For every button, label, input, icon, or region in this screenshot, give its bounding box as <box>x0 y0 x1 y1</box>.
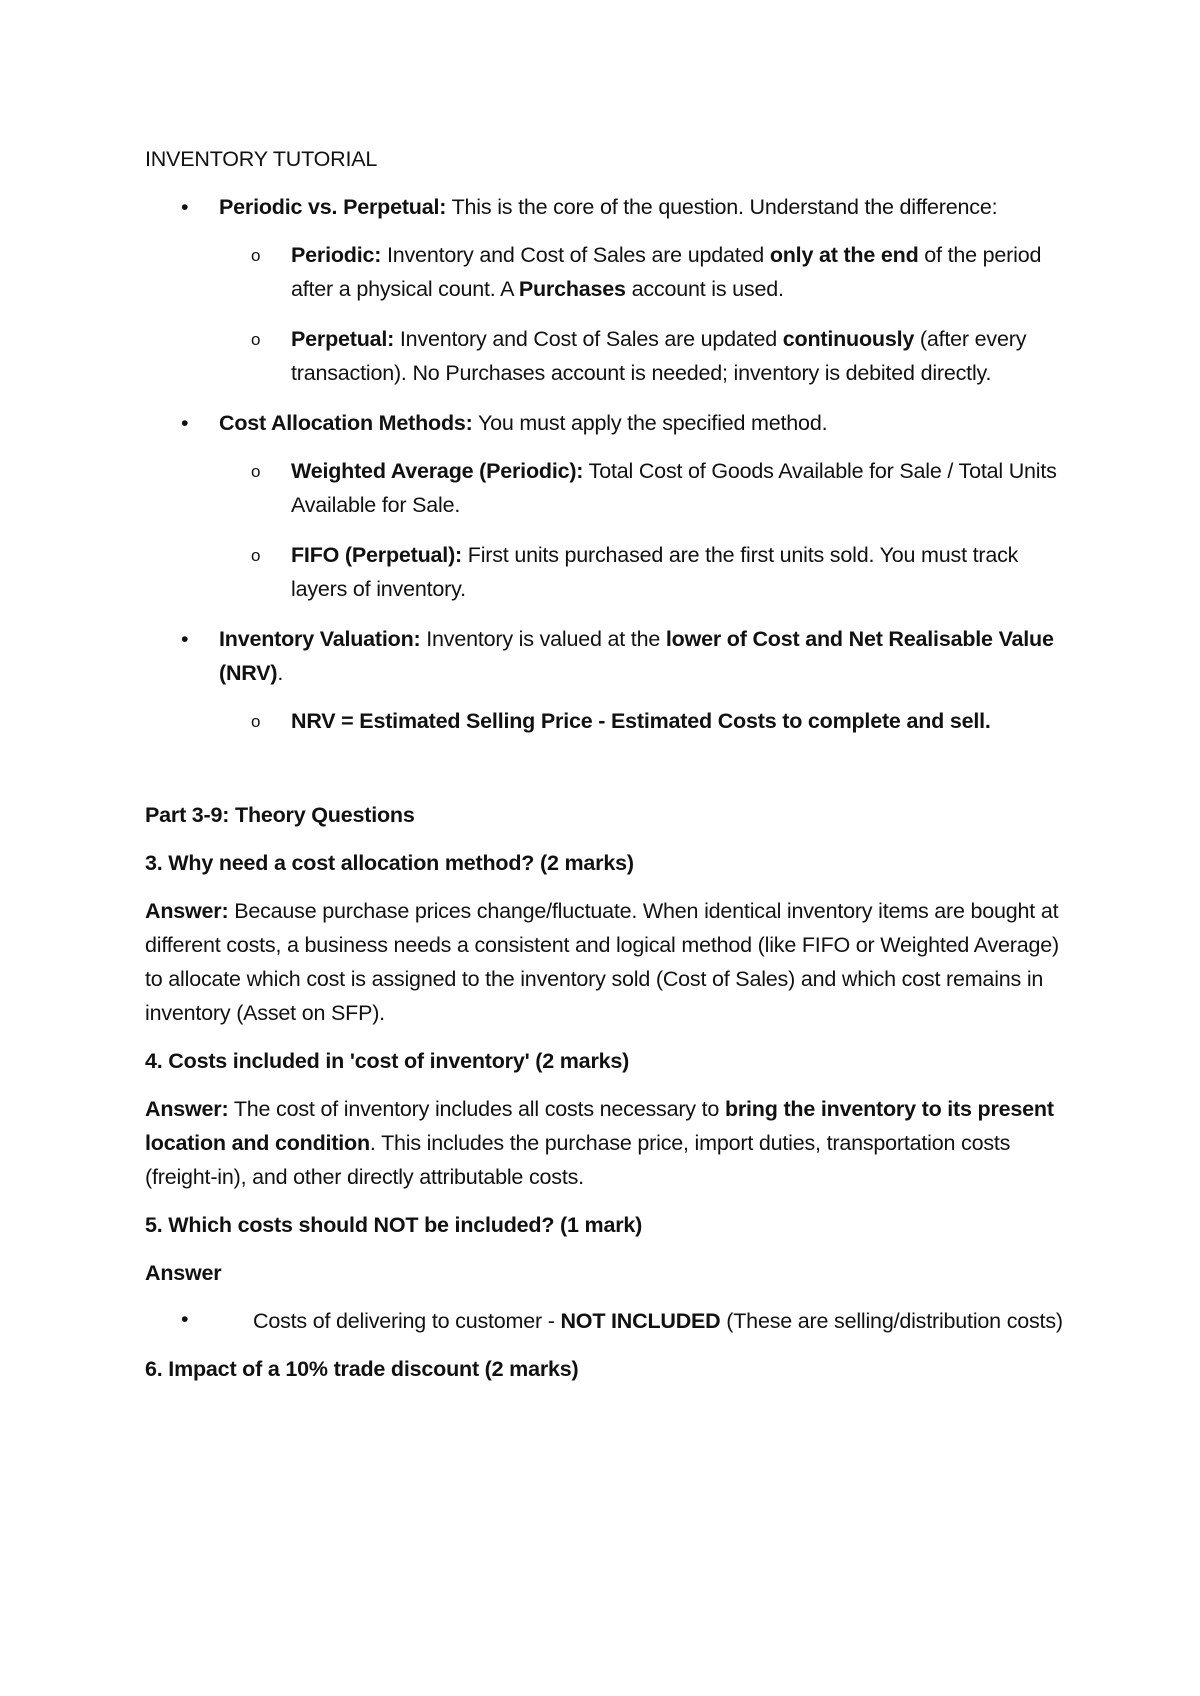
sub-item-fifo <box>145 538 1065 606</box>
question-3-answer <box>145 894 1065 1030</box>
answer-label: Answer: <box>145 899 229 923</box>
bullet-text: You must apply the specified method. <box>472 411 828 435</box>
sub-text: First units purchased are the first units sold. You must track layers of inventory. <box>291 543 1019 601</box>
sub-item-weighted-average <box>145 454 1065 522</box>
item-text: Costs of delivering to customer - <box>253 1309 561 1333</box>
sub-formula: NRV = Estimated Selling Price - Estimated Costs to complete and sell. <box>291 709 991 733</box>
answer-label: Answer <box>145 1261 222 1285</box>
question-3-heading: 3. Why need a cost allocation method? (2 marks) <box>145 851 634 875</box>
document-page <box>145 142 1065 1400</box>
sub-label: Periodic: <box>291 243 382 267</box>
bullet-cost-allocation <box>145 406 1065 440</box>
sub-marker: o <box>251 246 261 265</box>
question-5-answer-item <box>145 1304 1065 1338</box>
question-6-heading: 6. Impact of a 10% trade discount (2 marks) <box>145 1357 579 1381</box>
bullet-marker: • <box>181 627 189 651</box>
bullet-periodic-vs-perpetual <box>145 190 1065 224</box>
bullet-text: . <box>277 661 284 685</box>
bullet-marker: • <box>181 195 189 219</box>
sub-emphasis: continuously <box>782 327 915 351</box>
sub-text: Total Cost of Goods Available for Sale / Total Units Available for Sale. <box>291 459 1057 517</box>
sub-marker: o <box>251 712 261 731</box>
sub-marker: o <box>251 546 261 565</box>
answer-text: The cost of inventory includes all costs necessary to <box>228 1097 725 1121</box>
sub-text: of the period after a physical count. A <box>291 243 1042 301</box>
document-title: INVENTORY TUTORIAL <box>145 147 378 171</box>
question-4-answer <box>145 1092 1065 1194</box>
answer-text: . This includes the purchase price, import duties, transportation costs (freight-in), and other directly attributable costs. <box>145 1131 1011 1189</box>
sub-text: account is used. <box>625 277 784 301</box>
sub-label: FIFO (Perpetual): <box>291 543 462 567</box>
bullet-text: This is the core of the question. Understand the difference: <box>446 195 998 219</box>
answer-label: Answer: <box>145 1097 229 1121</box>
answer-emphasis: bring the inventory to its present location and condition <box>145 1097 1054 1155</box>
sub-label: Perpetual: <box>291 327 395 351</box>
sub-item-perpetual <box>145 322 1065 390</box>
sub-text: Inventory and Cost of Sales are updated <box>381 243 770 267</box>
bullet-label: Periodic vs. Perpetual: <box>219 195 447 219</box>
item-emphasis: NOT INCLUDED <box>560 1309 721 1333</box>
bullet-label: Cost Allocation Methods: <box>219 411 473 435</box>
bullet-emphasis: lower of Cost and Net Realisable Value (NRV) <box>219 627 1054 685</box>
sub-emphasis: only at the end <box>769 243 919 267</box>
bullet-text: Inventory is valued at the <box>420 627 666 651</box>
sub-emphasis: Purchases <box>518 277 626 301</box>
bullet-marker: • <box>181 411 189 435</box>
bullet-marker: • <box>181 1307 189 1331</box>
sub-text: (after every transaction). No Purchases account is needed; inventory is debited directly. <box>291 327 1027 385</box>
item-text: (These are selling/distribution costs) <box>720 1309 1063 1333</box>
sub-item-periodic <box>145 238 1065 306</box>
spacer <box>145 754 1065 798</box>
bullet-inventory-valuation <box>145 622 1065 690</box>
sub-marker: o <box>251 462 261 481</box>
part-heading: Part 3-9: Theory Questions <box>145 803 415 827</box>
sub-marker: o <box>251 330 261 349</box>
answer-text: Because purchase prices change/fluctuate. When identical inventory items are bought at different costs, a business needs a consistent and logical method (like FIFO or Weighted Average) to allocate which cost is assigned to the inventory sold (Cost of Sales) and which cost remains in inventory (Asset on SFP). <box>145 899 1059 1025</box>
sub-text: Inventory and Cost of Sales are updated <box>394 327 783 351</box>
question-5-heading: 5. Which costs should NOT be included? (1 mark) <box>145 1213 643 1237</box>
sub-label: Weighted Average (Periodic): <box>291 459 584 483</box>
bullet-label: Inventory Valuation: <box>219 627 421 651</box>
question-4-heading: 4. Costs included in 'cost of inventory' (2 marks) <box>145 1049 630 1073</box>
sub-item-nrv <box>145 704 1065 738</box>
